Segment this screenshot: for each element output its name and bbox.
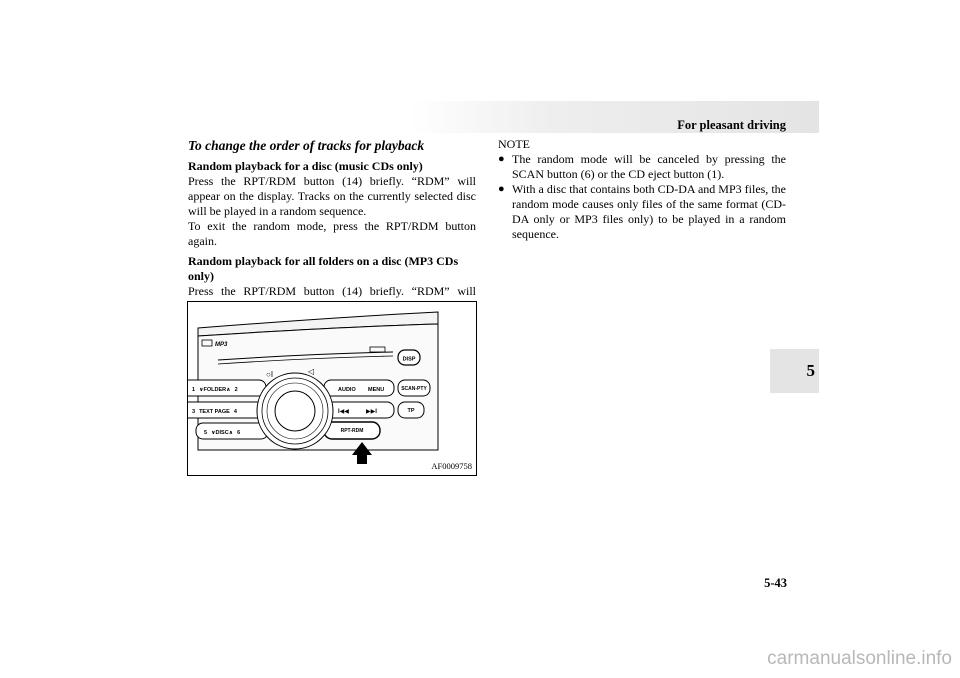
paragraph-mp3-cd: Press the RPT/RDM button (14) briefly. “RDM” will <box>188 284 476 298</box>
folder-row-labels: 1 ∨FOLDER∧ 2 <box>192 387 238 393</box>
subheading-mp3-cd: Random playback for all folders on a disc (MP3 CDs only) <box>188 254 459 283</box>
volume-knob[interactable] <box>275 391 315 431</box>
note-text-1: The random mode will be canceled by pressing the SCAN button (6) or the CD eject button (1). <box>512 152 786 181</box>
seek-button[interactable] <box>324 402 394 418</box>
power-icon: ○I <box>266 370 274 379</box>
volume-icon: ◁ <box>308 367 315 376</box>
chapter-number: 5 <box>806 361 815 380</box>
tp-label: TP <box>407 408 415 414</box>
prev-label: I◀◀ <box>338 409 349 415</box>
note-column <box>498 137 786 242</box>
bullet-icon: ● <box>498 153 505 165</box>
note-item <box>498 152 786 182</box>
running-header: For pleasant driving <box>677 118 786 132</box>
text-page-row-labels: 3 TEXT PAGE 4 <box>192 409 237 415</box>
disp-label: DISP <box>402 356 416 363</box>
scan-pty-label: SCAN-PTY <box>401 386 427 392</box>
note-text-2: With a disc that contains both CD-DA and MP3 files, the random mode causes only files of the same format (CD-DA only or MP3 files only) to be played in a random sequence. <box>512 182 786 241</box>
bullet-icon: ● <box>498 183 505 195</box>
disc-row-labels: 5 ∨DISC∧ 6 <box>204 430 241 436</box>
radio-panel-illustration <box>188 302 476 475</box>
menu-label: MENU <box>368 387 385 393</box>
paragraph-music-cd: Press the RPT/RDM button (14) briefly. “RDM” will appear on the display. Tracks on the currently selected disc will be played in a random sequence. <box>188 174 476 218</box>
figure-code: AF0009758 <box>431 461 472 471</box>
audio-label: AUDIO <box>338 387 356 393</box>
rpt-rdm-label: RPT-RDM <box>340 428 364 434</box>
note-label: NOTE <box>498 137 530 151</box>
next-label: ▶▶I <box>366 409 377 415</box>
chapter-tab <box>770 349 819 393</box>
mp3-label: MP3 <box>215 342 228 348</box>
subheading-music-cd: Random playback for a disc (music CDs only) <box>188 159 423 173</box>
paragraph-exit-random: To exit the random mode, press the RPT/RDM button again. <box>188 219 476 248</box>
page-number: 5-43 <box>764 576 787 590</box>
watermark: carmanualsonline.info <box>767 648 952 669</box>
note-item <box>498 182 786 242</box>
section-title: To change the order of tracks for playback <box>188 138 425 153</box>
radio-panel-figure <box>187 301 477 476</box>
